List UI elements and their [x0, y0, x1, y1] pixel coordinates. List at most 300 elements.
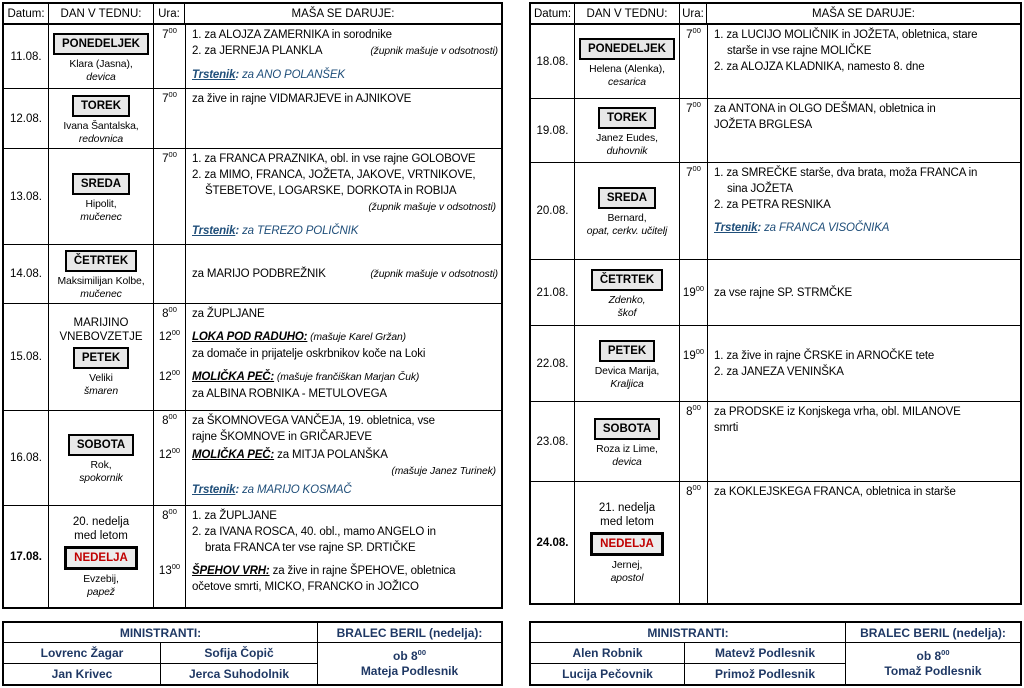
mass-line: [192, 369, 498, 386]
time-value: [680, 484, 707, 500]
mass-entries: [680, 326, 1020, 401]
ministranti-table-left: [2, 621, 503, 686]
mass-entries: [680, 99, 1020, 162]
mass-entries: [154, 304, 501, 410]
mass-entry: [680, 220, 1020, 236]
day-sub-line: Devica Marija,: [594, 365, 660, 377]
mass-line: [192, 199, 498, 216]
date-cell: 23.08.: [531, 402, 575, 481]
mass-line: [192, 183, 498, 199]
mass-text: za žive in rajne ŠPEHOVE, obletnica: [269, 565, 456, 577]
time-value: [680, 404, 707, 420]
schedule-row: [4, 25, 501, 89]
time-value: [680, 285, 707, 301]
mass-text: 1. za žive in rajne ČRSKE in ARNOČKE tete: [714, 349, 935, 362]
mass-text: rajne ŠKOMNOVE in GRIČARJEVE: [192, 431, 372, 443]
mass-text: smrti: [714, 422, 739, 434]
place-label: ŠPEHOV VRH:: [192, 565, 270, 577]
place-label: LOKA POD RADUHO:: [192, 331, 308, 343]
day-box: TOREK: [598, 107, 656, 129]
time-value: [154, 266, 185, 267]
mass-entries: [680, 402, 1020, 481]
time-value: [154, 151, 185, 167]
day-cell: [49, 411, 154, 505]
mass-text: za ANTONA in OLGO DEŠMAN, obletnica in: [714, 103, 936, 115]
time-hour: 12: [158, 449, 172, 461]
time-value: [680, 220, 707, 221]
schedule-cell: [154, 245, 501, 303]
place-label: MOLIČKA PEČ:: [192, 449, 275, 461]
day-sub-line: redovnica: [78, 133, 124, 145]
mass-entry: [154, 508, 501, 556]
mass-text: sina JOŽETA: [727, 183, 793, 195]
bralec-header: BRALEC BERIL (nedelja):: [846, 623, 1020, 643]
mass-content: [185, 266, 501, 283]
time-value: [680, 27, 707, 43]
time-hour: 7: [162, 93, 169, 105]
schedule-cell: [680, 326, 1020, 401]
minister-name: Lovrenc Žagar: [4, 643, 161, 664]
mass-line: [714, 59, 1017, 75]
time-minutes: 00: [692, 164, 701, 174]
mass-text: 2. za JANEZA VENINŠKA: [714, 365, 844, 378]
mass-content: [707, 348, 1020, 380]
time-minutes: 00: [168, 305, 177, 315]
mass-content: [185, 67, 501, 83]
time-hour: 7: [162, 153, 169, 165]
note-text: (župnik mašuje v odsotnosti): [370, 46, 498, 57]
date-cell: 12.08.: [4, 89, 49, 148]
time-hour: 8: [686, 406, 693, 418]
time-value: [154, 413, 185, 429]
time-minutes: 00: [692, 100, 701, 110]
day-box: SREDA: [598, 187, 656, 209]
mass-line: [714, 348, 1017, 364]
mass-content: [707, 484, 1020, 500]
time-value: [680, 101, 707, 117]
mass-text: 2. za IVANA ROSCA, 40. obl., mamo ANGELO in: [192, 526, 436, 538]
mass-text: 1. za SMREČKE starše, dva brata, moža FRANCA in: [714, 167, 978, 179]
mass-content: [185, 482, 501, 498]
day-sub-line: papež: [87, 586, 115, 598]
mass-table-left: [2, 2, 503, 609]
day-sub-line: Jernej,: [611, 559, 643, 571]
mass-text: za MITJA POLANŠKA: [274, 449, 388, 461]
schedule-cell: [680, 402, 1020, 481]
mass-entries: [154, 506, 501, 607]
day-box: ČETRTEK: [65, 250, 137, 272]
mass-text: ŠTEBETOVE, LOGARSKE, DORKOTA in ROBIJA: [205, 185, 457, 197]
mass-entry: [154, 151, 501, 216]
mass-content: [185, 27, 501, 60]
mass-entry: [680, 165, 1020, 213]
time-column-divider: [707, 25, 708, 98]
mass-content: [185, 508, 501, 556]
bralec-header: BRALEC BERIL (nedelja):: [318, 623, 501, 643]
day-box: PETEK: [73, 347, 129, 369]
schedule-cell: [154, 149, 501, 244]
mass-entry: [154, 329, 501, 362]
time-hour: 7: [686, 167, 693, 179]
schedule-cell: [154, 25, 501, 88]
day-sub-line: Evzebij,: [83, 573, 119, 585]
mass-line: [714, 285, 1017, 301]
time-hour: 13: [158, 565, 172, 577]
day-sub-line: škof: [617, 307, 637, 319]
mass-text: za vse rajne SP. STRMČKE: [714, 286, 853, 299]
schedule-row: [4, 304, 501, 411]
time-minutes: 00: [692, 483, 701, 493]
col-header-date: Datum:: [4, 4, 49, 23]
mass-entries: [680, 260, 1020, 325]
ministranti-header: MINISTRANTI:: [531, 623, 846, 643]
mass-text: za KOKLEJSKEGA FRANCA, obletnica in starše: [714, 486, 956, 498]
ministranti-table-right: [529, 621, 1022, 686]
day-sub-line: duhovnik: [606, 145, 648, 157]
day-sub-line: devica: [612, 456, 642, 468]
day-sub-line: opat, cerkv. učitelj: [586, 226, 668, 237]
day-feast-line: 20. nedelja: [72, 515, 130, 528]
mass-line: [192, 482, 498, 498]
col-header-mass: MAŠA SE DARUJE:: [812, 7, 915, 20]
mass-text: JOŽETA BRGLESA: [714, 119, 813, 131]
schedule-cell: [680, 482, 1020, 603]
mass-entry: [154, 266, 501, 283]
date-cell: 20.08.: [531, 163, 575, 259]
date-cell: 22.08.: [531, 326, 575, 401]
col-header-time: Ura:: [154, 4, 185, 23]
note-text: (župnik mašuje v odsotnosti): [370, 268, 498, 280]
mass-line: [192, 223, 498, 239]
mass-line-note: [370, 43, 498, 60]
minister-name: Primož Podlesnik: [685, 664, 846, 685]
day-feast-line: MARIJINO: [73, 317, 129, 329]
mass-line: [714, 364, 1017, 380]
day-cell: [575, 402, 680, 481]
mass-text: 2. za MIMO, FRANCA, JOŽETA, JAKOVE, VRTNIKOVE,: [192, 169, 476, 181]
mass-entry: [680, 27, 1020, 75]
trstenik-text: :: [235, 69, 243, 81]
day-box: NEDELJA: [590, 532, 664, 556]
day-sub-line: apostol: [610, 572, 644, 584]
mass-content: [707, 220, 1020, 236]
day-sub-line: cesarica: [608, 76, 646, 88]
mass-line: [192, 563, 498, 579]
date-cell: 24.08.: [531, 482, 575, 603]
time-hour: 12: [158, 371, 172, 383]
day-sub-line: Roza iz Lime,: [596, 443, 658, 455]
mass-line: [192, 429, 498, 445]
note-text: (župnik mašuje v odsotnosti): [368, 202, 496, 213]
mass-line: [192, 151, 498, 167]
time-hour: 7: [686, 103, 693, 115]
mass-entry: [680, 484, 1020, 500]
trstenik-text: Trstenik: [714, 222, 758, 234]
date-cell: 13.08.: [4, 149, 49, 244]
time-column-divider: [707, 163, 708, 259]
mass-line: [192, 27, 498, 43]
time-hour: 7: [162, 29, 169, 41]
mass-text: za ŠKOMNOVEGA VANČEJA, 19. obletnica, vse: [192, 415, 435, 427]
mass-entry: [154, 67, 501, 83]
time-minutes: 00: [692, 26, 701, 36]
mass-text: za žive in rajne VIDMARJEVE in AJNIKOVE: [192, 93, 412, 105]
day-cell: [575, 482, 680, 603]
col-header-date: Datum:: [531, 4, 575, 23]
mass-line: [192, 43, 498, 60]
mass-entry: [154, 563, 501, 595]
day-sub-line: Zdenko,: [608, 294, 646, 306]
schedule-cell: [154, 506, 501, 607]
trstenik-text: Trstenik: [192, 484, 236, 496]
minister-name: Jan Krivec: [4, 664, 161, 685]
place-label: MOLIČKA PEČ:: [192, 371, 275, 383]
mass-text: za domače in prijatelje oskrbnikov koče na Loki: [192, 348, 426, 360]
mass-line: [192, 447, 498, 463]
time-value: [680, 165, 707, 181]
day-feast-line: 21. nedelja: [598, 501, 656, 514]
day-box: TOREK: [72, 95, 130, 117]
day-sub-line: Janez Eudes,: [596, 132, 658, 144]
time-hour: 19: [682, 286, 696, 299]
day-sub-line: Maksimilijan Kolbe,: [57, 276, 145, 287]
schedule-row: [4, 506, 501, 607]
col-header-day: DAN V TEDNU:: [49, 4, 154, 23]
day-box: SREDA: [72, 173, 130, 195]
mass-entry: [680, 101, 1020, 133]
day-box: PONEDELJEK: [579, 38, 675, 60]
time-minutes: 00: [171, 562, 181, 572]
mass-entries: [154, 25, 501, 88]
schedule-row: [531, 260, 1020, 326]
time-column-divider: [185, 149, 186, 244]
mass-text: 1. za FRANCA PRAZNIKA, obl. in vse rajne GOLOBOVE: [192, 153, 476, 165]
day-sub-line: Kraljica: [610, 378, 644, 390]
mass-entry: [154, 413, 501, 445]
time-column-divider: [185, 25, 186, 88]
mass-content: [185, 563, 501, 595]
mass-entry: [680, 348, 1020, 380]
mass-entry: [154, 369, 501, 402]
mass-text: 2. za JERNEJA PLANKLA: [192, 45, 323, 57]
day-cell: [49, 89, 154, 148]
time-column-divider: [707, 260, 708, 325]
time-hour: 7: [686, 29, 693, 41]
mass-line: [714, 27, 1017, 43]
day-sub-line: Hipolit,: [85, 198, 117, 210]
time-hour: 19: [682, 349, 696, 362]
mass-line-left: [192, 266, 326, 282]
mass-line-left: [192, 43, 322, 59]
trstenik-text: :: [235, 484, 243, 496]
mass-content: [185, 369, 501, 402]
time-column-divider: [185, 89, 186, 148]
day-sub-line: mučenec: [80, 289, 122, 300]
time-column-divider: [707, 326, 708, 401]
day-sub-line: mučenec: [80, 211, 122, 223]
mass-entries: [154, 149, 501, 244]
mass-line: [192, 306, 498, 322]
mass-content: [185, 447, 501, 480]
table-header-right: [531, 4, 1020, 25]
mass-content: [185, 151, 501, 216]
ministranti-header: MINISTRANTI:: [4, 623, 318, 643]
time-minutes: 00: [692, 403, 701, 413]
trstenik-text: za TEREZO POLIČNIK: [242, 225, 359, 237]
mass-line: [714, 484, 1017, 500]
day-cell: [49, 245, 154, 303]
time-value: [154, 223, 185, 224]
time-minutes: 00: [171, 328, 181, 338]
mass-content: [707, 285, 1020, 301]
col-header-time: Ura:: [680, 4, 707, 23]
mass-text: starše in vse rajne MOLIČKE: [727, 45, 872, 57]
mass-entry: [154, 223, 501, 239]
day-cell: [575, 25, 680, 98]
mass-line: [714, 101, 1017, 117]
mass-entries: [680, 163, 1020, 259]
mass-entries: [680, 25, 1020, 98]
day-cell: [575, 99, 680, 162]
mass-entry: [154, 482, 501, 498]
minister-name: Jerca Suhodolnik: [161, 664, 318, 685]
note-text: (mašuje Karel Gržan): [307, 332, 406, 343]
mass-text: 1. za ALOJZA ZAMERNIKA in sorodnike: [192, 29, 392, 41]
day-sub-line: Ivana Šantalska,: [63, 120, 139, 132]
mass-text: za ŽUPLJANE: [192, 308, 265, 320]
day-box: ČETRTEK: [591, 269, 663, 291]
mass-text: 2. za ALOJZA KLADNIKA, namesto 8. dne: [714, 61, 925, 73]
mass-line: [714, 197, 1017, 213]
date-cell: 17.08.: [4, 506, 49, 607]
mass-line-note: [370, 266, 498, 283]
bralec-time: ob $8^{00}$: [392, 647, 426, 663]
time-column-divider: [185, 304, 186, 410]
schedule-cell: [680, 25, 1020, 98]
mass-entry: [154, 91, 501, 107]
date-cell: 19.08.: [531, 99, 575, 162]
time-value: [154, 67, 185, 68]
mass-line: [192, 167, 498, 183]
day-box: PETEK: [599, 340, 655, 362]
bralec-name: Mateja Podlesnik: [360, 663, 459, 678]
bralec-name: Tomaž Podlesnik: [884, 663, 982, 678]
mass-entry: [154, 306, 501, 322]
mass-content: [185, 223, 501, 239]
mass-line: [192, 540, 498, 556]
table-header-left: [4, 4, 501, 25]
schedule-cell: [680, 163, 1020, 259]
time-column-divider: [707, 99, 708, 162]
time-value: [154, 482, 185, 483]
mass-entry: [680, 285, 1020, 301]
date-cell: 16.08.: [4, 411, 49, 505]
mass-line: [192, 508, 498, 524]
mass-line: [714, 117, 1017, 133]
col-header-day: DAN V TEDNU:: [575, 4, 680, 23]
time-minutes: 00: [695, 283, 705, 293]
date-cell: 21.08.: [531, 260, 575, 325]
day-feast-line: med letom: [74, 529, 128, 542]
mass-text: za PRODSKE iz Konjskega vrha, obl. MILANOVE: [714, 406, 961, 418]
schedule-row: [4, 149, 501, 245]
mass-text: 2. za PETRA RESNIKA: [714, 199, 831, 211]
schedule-cell: [680, 99, 1020, 162]
schedule-row: [531, 99, 1020, 163]
mass-content: [185, 91, 501, 107]
time-value: [154, 563, 185, 579]
mass-text: za MARIJO PODBREŽNIK: [192, 267, 326, 280]
time-value: [680, 348, 707, 364]
mass-line: [714, 43, 1017, 59]
time-minutes: 00: [168, 26, 177, 36]
trstenik-text: za MARIJO KOSMAČ: [242, 484, 352, 496]
col-header-mass: MAŠA SE DARUJE:: [291, 7, 395, 20]
schedule-row: [4, 411, 501, 506]
minister-name: Sofija Čopič: [161, 643, 318, 664]
day-sub-line: Bernard,: [607, 213, 647, 224]
time-value: [154, 306, 185, 322]
mass-content: [185, 329, 501, 362]
day-sub-line: devica: [86, 71, 116, 83]
day-feast-line: med letom: [600, 515, 654, 528]
time-minutes: 00: [168, 90, 177, 100]
table-body-right: [531, 25, 1020, 603]
time-value: [154, 369, 185, 385]
mass-line: [192, 386, 498, 402]
trstenik-text: :: [757, 222, 765, 234]
bralec-cell: [846, 643, 1020, 684]
day-cell: [49, 25, 154, 88]
time-minutes: 00: [171, 368, 181, 378]
mass-text: brata FRANCA ter vse rajne SP. DRTIČKE: [205, 542, 416, 554]
date-cell: 11.08.: [4, 25, 49, 88]
mass-entry: [154, 27, 501, 60]
mass-line: [192, 413, 498, 429]
mass-entries: [680, 482, 1020, 603]
day-sub-line: Helena (Alenka),: [589, 63, 665, 75]
schedule-row: [531, 402, 1020, 482]
time-value: [154, 508, 185, 524]
schedule-cell: [154, 411, 501, 505]
mass-line: [192, 266, 498, 283]
schedule-row: [531, 326, 1020, 402]
time-hour: 8: [686, 486, 693, 498]
mass-line: [192, 91, 498, 107]
day-box: NEDELJA: [64, 546, 138, 570]
mass-entries: [154, 411, 501, 505]
time-value: [154, 27, 185, 43]
mass-content: [707, 165, 1020, 213]
time-column-divider: [707, 482, 708, 603]
time-value: [154, 329, 185, 345]
trstenik-text: :: [235, 225, 243, 237]
mass-content: [185, 306, 501, 322]
mass-table-right: [529, 2, 1022, 605]
day-cell: [575, 163, 680, 259]
date-cell: 14.08.: [4, 245, 49, 303]
mass-entries: [154, 89, 501, 148]
schedule-row: [4, 245, 501, 304]
mass-content: [185, 413, 501, 445]
schedule-row: [531, 25, 1020, 99]
schedule-cell: [680, 260, 1020, 325]
time-value: [154, 91, 185, 107]
schedule-cell: [154, 304, 501, 410]
time-column-divider: [185, 245, 186, 303]
mass-text: 1. za ŽUPLJANE: [192, 510, 277, 522]
mass-text: očetove smrti, MICKO, FRANCKO in JOŽICO: [192, 581, 419, 593]
